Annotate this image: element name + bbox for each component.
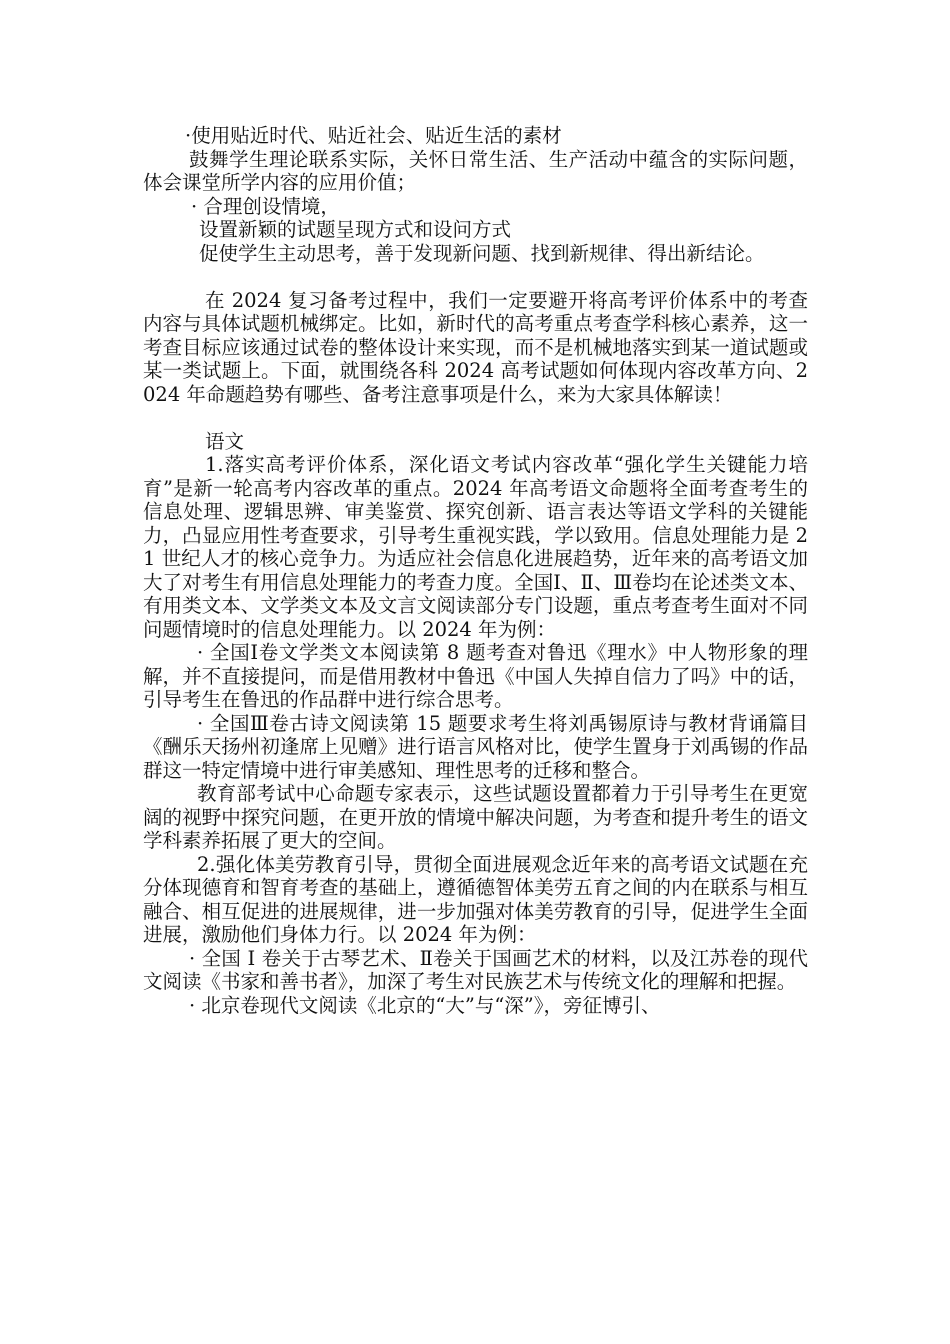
- paragraph-new-format: 设置新颖的试题呈现方式和设问方式: [199, 218, 512, 241]
- section-heading-chinese: 语文: [205, 429, 245, 453]
- bullet-national-paper-1: · 全国Ⅰ卷文学类文本阅读第 8 题考查对鲁迅《理水》中人物形象的理解，并不直接提问，而是借用教材中鲁迅《中国人失掉自信力了吗》中的话，引导考生在鲁迅的作品群中进行综合思考。: [143, 641, 808, 711]
- bullet-material: ·使用贴近时代、贴近社会、贴近生活的素材: [185, 124, 562, 147]
- bullet-national-arts: · 全国 I 卷关于古琴艺术、Ⅱ卷关于国画艺术的材料，以及江苏卷的现代文阅读《书家和善书者》，加深了考生对民族艺术与传统文化的理解和把握。: [143, 946, 808, 993]
- paragraph-intro-2024: 在 2024 复习备考过程中，我们一定要避开将高考评价体系中的考查内容与具体试题机械绑定。比如，新时代的高考重点考查学科核心素养，这一考查目标应该通过试卷的整体设计来实现，而不是机械地落实到某一道试题或某一类试题上。下面，就围绕各科 2024 高考试题如何体现内容改革方向、2024 年命题趋势有哪些、备考注意事项是什么，来为大家具体解读！: [143, 288, 808, 406]
- spacer: [143, 406, 808, 430]
- paragraph-expert-view: 教育部考试中心命题专家表示，这些试题设置都着力于引导考生在更宽阔的视野中探究问题，在更开放的情境中解决问题，为考查和提升考生的语文学科素养拓展了更大的空间。: [143, 782, 808, 852]
- paragraph-prompt-thinking: 促使学生主动思考，善于发现新问题、找到新规律、得出新结论。: [199, 241, 765, 265]
- paragraph-encourage: 鼓舞学生理论联系实际，关怀日常生活、生产活动中蕴含的实际问题，体会课堂所学内容的应用价值；: [143, 147, 808, 194]
- paragraph-point-1: 1.落实高考评价体系，深化语文考试内容改革“强化学生关键能力培育”是新一轮高考内容改革的重点。2024 年高考语文命题将全面考查考生的信息处理、逻辑思辨、审美鉴赏、探究创新、语言表达等语文学科的关键能力，凸显应用性考查要求，引导考生重视实践，学以致用。信息处理能力是 21 世纪人才的核心竞争力。为适应社会信息化进展趋势，近年来的高考语文加大了对考生有用信息处理能力的考查力度。全国Ⅰ、Ⅱ、Ⅲ卷均在论述类文本、有用类文本、文学类文本及文言文阅读部分专门设题，重点考查考生面对不同问题情境时的信息处理能力。以 2024 年为例：: [143, 453, 808, 641]
- bullet-beijing-paper: · 北京卷现代文阅读《北京的“大”与“深”》，旁征博引、: [189, 993, 661, 1017]
- paragraph-point-2: 2.强化体美劳教育引导，贯彻全面进展观念近年来的高考语文试题在充分体现德育和智育考查的基础上，遵循德智体美劳五育之间的内在联系与相互融合、相互促进的进展规律，进一步加强对体美劳教育的引导，促进学生全面进展，激励他们身体力行。以 2024 年为例：: [143, 852, 808, 946]
- document-body: [143, 124, 808, 1017]
- spacer: [143, 265, 808, 289]
- bullet-national-paper-3: · 全国Ⅲ卷古诗文阅读第 15 题要求考生将刘禹锡原诗与教材背诵篇目《酬乐天扬州初逢席上见赠》进行语言风格对比，使学生置身于刘禹锡的作品群这一特定情境中进行审美感知、理性思考的迁移和整合。: [143, 711, 808, 782]
- bullet-situation: · 合理创设情境，: [191, 194, 340, 218]
